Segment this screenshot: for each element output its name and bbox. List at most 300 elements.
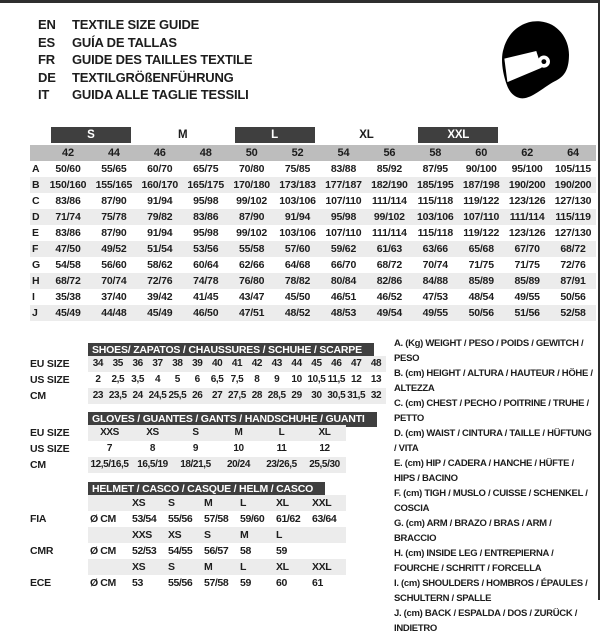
size-value: 74/78 [193, 275, 219, 287]
language-title: GUIDE DES TAILLES TEXTILE [72, 52, 253, 67]
size-value: 48/54 [468, 291, 494, 303]
size-value: 76/80 [238, 275, 265, 287]
size-value: 16,5/19 [137, 459, 168, 470]
table-row [30, 273, 596, 289]
helmet-values-row [30, 543, 346, 559]
unit-spacer [88, 559, 130, 575]
size-value: 71/75 [468, 259, 494, 271]
size-value: 23/26,5 [266, 459, 297, 470]
table-row [30, 241, 596, 257]
table-row [30, 209, 596, 225]
size-value: 4 [154, 374, 161, 385]
language-code: FR [38, 52, 55, 67]
table-row [30, 225, 596, 241]
size-value: 83/86 [55, 195, 81, 207]
table-row [30, 457, 346, 473]
helmet-table-rows [30, 495, 346, 591]
language-list [38, 16, 252, 104]
row-label [30, 527, 88, 543]
table-row [30, 257, 596, 273]
size-value: 6 [194, 374, 200, 385]
size-value: 45/50 [284, 291, 311, 303]
row-values [88, 559, 346, 575]
size-value: 111/114 [509, 211, 545, 223]
row-letter: H [32, 275, 40, 287]
size-value: 173/183 [279, 179, 316, 191]
size-group-label: L [235, 127, 315, 143]
table-row [30, 289, 596, 305]
size-column-header: 46 [153, 147, 166, 159]
size-value: 41 [231, 358, 243, 369]
size-value: 49/54 [376, 307, 402, 319]
size-value: 49/55 [422, 307, 448, 319]
size-group-label: XXL [418, 127, 498, 143]
measurement-legend [394, 336, 596, 636]
size-value: 87/95 [422, 163, 448, 175]
diameter-unit: Ø CM [90, 577, 116, 589]
legend-item: G. (cm) ARM / BRAZO / BRAS / ARM / BRACCIO [394, 518, 552, 544]
gloves-title-row [88, 409, 365, 425]
size-value: 13 [370, 374, 382, 385]
helmet-size-value: 57/58 [204, 513, 229, 525]
size-value: 25,5/30 [309, 459, 340, 470]
size-value: 75/78 [101, 211, 127, 223]
size-value: 123/126 [508, 227, 546, 239]
helmet-size-label: XXS [132, 529, 152, 541]
gloves-table [30, 409, 365, 473]
size-value: 24 [132, 390, 143, 401]
size-value: 24,5 [148, 390, 167, 401]
row-label: US SIZE [30, 443, 70, 455]
size-value: 35 [112, 358, 123, 369]
helmet-size-label: XS [168, 529, 182, 541]
size-value: 50/60 [55, 163, 81, 175]
helmet-size-label: L [240, 497, 247, 509]
size-value: 58/62 [147, 259, 173, 271]
row-label: US SIZE [30, 374, 70, 386]
size-value: 99/102 [236, 227, 268, 239]
helmet-values-row [30, 511, 346, 527]
size-value: 65/75 [193, 163, 219, 175]
size-value: 190/200 [508, 179, 546, 191]
size-value: 29 [291, 390, 302, 401]
size-value: 51/54 [147, 243, 173, 255]
helmet-size-value: 59 [276, 545, 287, 557]
size-value: 27,5 [228, 390, 246, 401]
size-value: 83/88 [330, 163, 357, 175]
shoes-table-title: SHOES/ ZAPATOS / CHAUSSURES / SCHUHE / SCARPE [88, 343, 374, 358]
size-value: 43/47 [238, 291, 265, 303]
row-values [88, 527, 346, 543]
helmet-size-value: 52/53 [132, 545, 157, 557]
size-value: S [192, 427, 199, 438]
certification-label: ECE [30, 577, 51, 589]
size-value: 87/90 [238, 211, 265, 223]
legend-item: E. (cm) HIP / CADERA / HANCHE / HÜFTE / HIPS / BACINO [394, 458, 574, 484]
size-value: 103/106 [417, 211, 454, 223]
size-group-label: M [178, 129, 188, 141]
row-values [88, 441, 346, 457]
size-value: 51/56 [514, 307, 540, 319]
size-column-header: 62 [521, 147, 534, 159]
helmet-size-value: 53/54 [132, 513, 157, 525]
size-column-header: 64 [567, 147, 579, 159]
helmet-size-value: 55/56 [168, 577, 193, 589]
size-value: 87/90 [101, 227, 127, 239]
unit-spacer [88, 527, 130, 543]
size-value: 123/126 [508, 195, 546, 207]
helmet-size-label: S [168, 497, 175, 509]
language-code: ES [38, 34, 55, 50]
size-value: 39 [192, 358, 203, 369]
table-row [30, 441, 346, 457]
row-letter: B [32, 179, 40, 191]
helmet-size-label: L [276, 529, 283, 541]
size-value: L [278, 427, 285, 438]
row-label: EU SIZE [30, 427, 70, 439]
size-value: 54/58 [55, 259, 81, 271]
size-value: 48/53 [330, 307, 357, 319]
size-value: 187/198 [462, 179, 500, 191]
size-value: 91/94 [147, 195, 173, 207]
language-code: EN [38, 17, 56, 32]
size-column-header: 56 [383, 147, 396, 159]
helmet-size-label: XL [276, 497, 289, 509]
size-group-label: S [51, 127, 131, 143]
size-value: 85/92 [376, 163, 402, 175]
helmet-size-label: XS [132, 497, 146, 509]
size-value: 46/50 [193, 307, 219, 319]
certification-label: FIA [30, 513, 47, 525]
size-value: 185/195 [417, 179, 454, 191]
size-value: 45/49 [55, 307, 81, 319]
size-value: 95/98 [193, 195, 219, 207]
helmet-size-label: XL [276, 561, 289, 573]
row-values [88, 511, 346, 527]
size-value: 34 [92, 358, 104, 369]
size-value: 75/85 [284, 163, 311, 175]
size-value: 87/91 [560, 275, 586, 287]
size-value: 62/66 [238, 259, 265, 271]
size-value: 99/102 [373, 211, 405, 223]
size-value: 127/130 [554, 227, 592, 239]
size-value: 67/70 [514, 243, 540, 255]
size-value: 55/58 [238, 243, 265, 255]
row-letter: F [32, 243, 39, 255]
helmet-table [30, 479, 346, 591]
size-value: 8 [149, 443, 156, 454]
language-code: DE [38, 69, 56, 85]
size-value: 105/115 [555, 163, 592, 175]
size-value: 7 [106, 443, 113, 454]
size-value: 119/122 [463, 195, 500, 207]
legend-item: A. (Kg) WEIGHT / PESO / POIDS / GEWITCH / PESO [394, 338, 584, 364]
size-value: 25,5 [168, 390, 187, 401]
size-value: 91/94 [284, 211, 311, 223]
row-letter: C [32, 195, 40, 207]
gloves-table-title: GLOVES / GUANTES / GANTS / HANDSCHUHE / GUANTI [88, 412, 377, 427]
size-value: 60/64 [193, 259, 219, 271]
size-value: 160/170 [141, 179, 179, 191]
size-value: 95/100 [511, 163, 543, 175]
size-value: 63/66 [422, 243, 448, 255]
helmet-size-value: 59/60 [240, 513, 265, 525]
size-value: 50/56 [468, 307, 494, 319]
helmet-size-label: S [204, 529, 211, 541]
helmet-size-label: XXL [312, 561, 332, 573]
size-value: 111/114 [371, 195, 407, 207]
size-column-header: 60 [475, 147, 488, 159]
legend-item: D. (cm) WAIST / CINTURA / TAILLE / HÜFTUNG / VITA [394, 428, 592, 454]
size-value: 49/55 [514, 291, 540, 303]
size-value: 57/60 [284, 243, 311, 255]
size-group-row [30, 127, 596, 143]
size-value: 31,5 [347, 390, 366, 401]
legend-item: B. (cm) HEIGHT / ALTURA / HAUTEUR / HÖHE / ALTEZZA [394, 368, 593, 394]
size-value: 99/102 [236, 195, 268, 207]
size-value: 9 [192, 443, 199, 454]
size-column-header: 48 [199, 147, 212, 159]
size-group-spacer [504, 127, 550, 143]
table-row [30, 193, 596, 209]
helmet-size-value: 59 [240, 577, 251, 589]
size-value: 155/165 [95, 179, 133, 191]
row-label [30, 495, 88, 511]
size-value: 68/72 [560, 243, 586, 255]
shoes-title-row [88, 340, 386, 356]
size-value: 85/89 [514, 275, 540, 287]
size-value: 72/76 [560, 259, 586, 271]
helmet-sizes-row [30, 527, 346, 543]
row-letter: I [32, 291, 35, 303]
size-value: 46 [331, 358, 342, 369]
size-value: 39/42 [147, 291, 173, 303]
size-value: 46/51 [330, 291, 357, 303]
main-size-table [30, 127, 596, 321]
language-title: TEXTILE SIZE GUIDE [72, 17, 200, 32]
size-value: 56/60 [101, 259, 127, 271]
language-row [38, 16, 252, 34]
size-value: XS [146, 427, 159, 438]
size-value: 43 [271, 358, 282, 369]
racing-helmet-icon [496, 17, 572, 107]
size-value: 36 [132, 358, 143, 369]
size-value: 2,5 [111, 374, 125, 385]
size-value: XL [318, 427, 331, 438]
size-value: 107/110 [325, 227, 362, 239]
size-value: 30,5 [327, 390, 346, 401]
language-title: GUIDA ALLE TAGLIE TESSILI [72, 87, 249, 102]
size-value: 55/65 [101, 163, 127, 175]
size-value: 35/38 [55, 291, 81, 303]
size-column-header: 50 [245, 147, 258, 159]
size-value: 115/118 [417, 195, 453, 207]
size-value: XXS [100, 427, 119, 438]
shoes-table [30, 340, 386, 404]
helmet-size-label: L [240, 561, 247, 573]
size-value: 52/58 [560, 307, 586, 319]
size-value: 47/50 [55, 243, 81, 255]
size-value: 12 [351, 374, 362, 385]
diameter-unit: Ø CM [90, 513, 116, 525]
helmet-sizes-row [30, 559, 346, 575]
size-value: 190/200 [554, 179, 592, 191]
size-value: 9 [274, 374, 280, 385]
gloves-table-rows [30, 425, 346, 473]
table-row [30, 356, 386, 372]
helmet-size-value: 60 [276, 577, 287, 589]
size-value: 115/119 [555, 211, 591, 223]
size-value: 91/94 [147, 227, 173, 239]
language-title: TEXTILGRÖßENFÜHRUNG [72, 69, 234, 85]
size-value: 47/51 [238, 307, 265, 319]
row-label: CM [30, 459, 46, 471]
row-values [88, 495, 346, 511]
size-value: 47 [351, 358, 362, 369]
size-group-spacer [30, 127, 45, 143]
size-value: 8 [254, 374, 260, 385]
size-value: 18/21,5 [180, 459, 211, 470]
size-value: 64/68 [284, 259, 311, 271]
size-value: 20/24 [226, 459, 251, 470]
size-value: 11 [276, 443, 287, 454]
size-value: 150/160 [49, 179, 87, 191]
size-value: 72/76 [147, 275, 173, 287]
helmet-size-label: XS [132, 561, 146, 573]
row-label: CM [30, 390, 46, 402]
row-values [88, 372, 386, 388]
language-row [38, 34, 252, 52]
helmet-size-value [310, 543, 346, 559]
size-value: 28 [251, 390, 263, 401]
size-value: 11,5 [327, 374, 345, 385]
table-row [30, 372, 386, 388]
row-values [88, 575, 346, 591]
size-value: 115/118 [417, 227, 453, 239]
helmet-size-value: 54/55 [168, 545, 193, 557]
size-value: 23 [92, 390, 104, 401]
size-value: 12 [319, 443, 330, 454]
row-label [30, 559, 88, 575]
helmet-size-label: S [168, 561, 175, 573]
size-value: 5 [174, 374, 180, 385]
size-value: 10 [233, 443, 244, 454]
helmet-size-value: 63/64 [312, 513, 337, 525]
table-row [30, 305, 596, 321]
helmet-table-title: HELMET / CASCO / CASQUE / HELM / CASCO [88, 482, 325, 497]
helmet-size-value: 58 [240, 545, 251, 557]
size-value: 78/82 [284, 275, 311, 287]
row-label: EU SIZE [30, 358, 70, 370]
row-letter: G [32, 259, 40, 271]
size-value: 90/100 [465, 163, 497, 175]
diameter-unit: Ø CM [90, 545, 116, 557]
size-value: 40 [211, 358, 223, 369]
size-value: 103/106 [279, 227, 316, 239]
size-value: 32 [370, 390, 382, 401]
size-value: 44 [291, 358, 302, 369]
size-value: 12,5/16,5 [90, 459, 129, 470]
size-value: 111/114 [371, 227, 407, 239]
size-value: 10,5 [307, 374, 326, 385]
row-letter: J [32, 307, 38, 319]
table-row [30, 388, 386, 404]
language-row [38, 51, 252, 69]
helmet-size-value: 56/57 [204, 545, 229, 557]
size-value: M [234, 427, 243, 438]
size-value: 10 [291, 374, 302, 385]
size-value: 71/75 [514, 259, 540, 271]
language-title: GUÍA DE TALLAS [72, 34, 177, 50]
helmet-size-label: M [204, 497, 213, 509]
size-value: 177/187 [325, 179, 362, 191]
row-letter: A [32, 163, 40, 175]
certification-label: CMR [30, 545, 54, 557]
size-value: 47/53 [422, 291, 448, 303]
size-value: 48/52 [284, 307, 311, 319]
size-value: 83/86 [55, 227, 81, 239]
size-value: 170/180 [233, 179, 270, 191]
size-value: 71/74 [55, 211, 81, 223]
helmet-size-label: M [240, 529, 249, 541]
legend-item: I. (cm) SHOULDERS / HOMBROS / ÉPAULES / SCHULTERN / SPALLE [394, 578, 588, 604]
size-value: 79/82 [147, 211, 173, 223]
size-value: 70/74 [101, 275, 127, 287]
size-value: 80/84 [330, 275, 357, 287]
helmet-size-value: 61 [312, 577, 323, 589]
size-column-header: 44 [107, 147, 120, 159]
language-code: IT [38, 87, 50, 102]
column-header-row [30, 145, 596, 161]
size-value: 23,5 [108, 390, 127, 401]
row-values [88, 356, 386, 372]
size-value: 30 [311, 390, 322, 401]
size-value: 46/52 [376, 291, 402, 303]
size-value: 82/86 [376, 275, 402, 287]
size-value: 70/80 [238, 163, 265, 175]
size-value: 28,5 [267, 390, 286, 401]
legend-item: H. (cm) INSIDE LEG / ENTREPIERNA / FOURCHE / SCHRITT / FORCELLA [394, 548, 554, 574]
size-value: 95/98 [330, 211, 357, 223]
legend-item: C. (cm) CHEST / PECHO / POITRINE / TRUHE / PETTO [394, 398, 589, 424]
table-row [30, 425, 346, 441]
size-value: 38 [172, 358, 183, 369]
size-value: 68/72 [376, 259, 402, 271]
helmet-size-label [310, 527, 346, 543]
size-value: 107/110 [463, 211, 500, 223]
size-value: 84/88 [422, 275, 448, 287]
helmet-size-label: M [204, 561, 213, 573]
size-value: 37 [152, 358, 163, 369]
helmet-sizes-row [30, 495, 346, 511]
table-row [30, 161, 596, 177]
size-value: 66/70 [330, 259, 357, 271]
size-value: 50/56 [560, 291, 586, 303]
helmet-size-value: 57/58 [204, 577, 229, 589]
table-row [30, 177, 596, 193]
size-value: 37/40 [101, 291, 127, 303]
row-values [88, 425, 346, 441]
size-value: 27 [211, 390, 223, 401]
size-group-label: XL [359, 129, 374, 141]
helmet-size-value: 61/62 [276, 513, 301, 525]
helmet-values-row [30, 575, 346, 591]
language-row [38, 86, 252, 104]
helmet-title-row [88, 479, 346, 495]
unit-spacer [88, 495, 130, 511]
size-value: 107/110 [325, 195, 362, 207]
row-letter: D [32, 211, 40, 223]
